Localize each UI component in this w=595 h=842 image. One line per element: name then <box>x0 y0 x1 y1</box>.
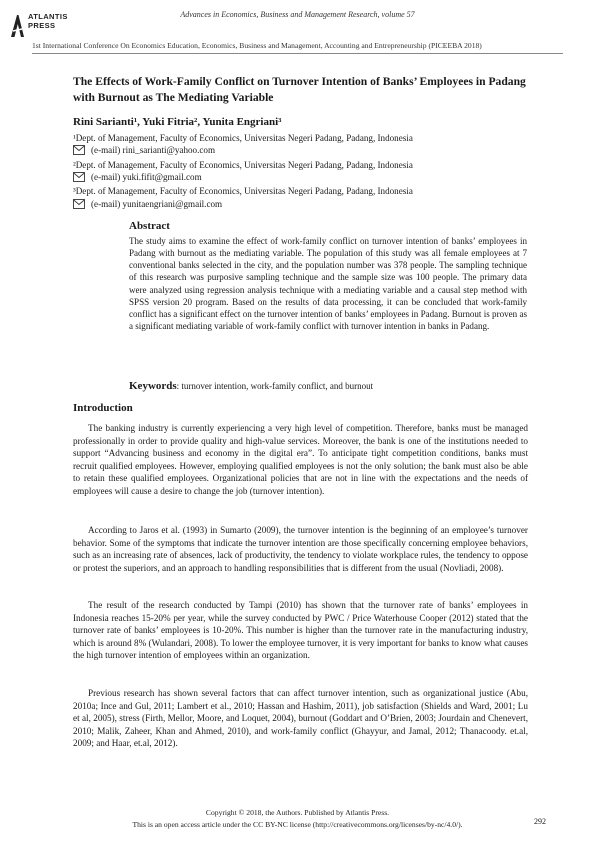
email-text: (e-mail) yunitaengriani@gmail.com <box>91 199 223 209</box>
envelope-icon <box>73 172 85 182</box>
page-number: 292 <box>534 817 546 826</box>
email-text: (e-mail) rini_sarianti@yahoo.com <box>91 145 216 155</box>
envelope-icon <box>73 199 85 209</box>
logo-line-1: ATLANTIS <box>28 12 68 21</box>
abstract-body: The study aims to examine the effect of work-family conflict on turnover intention of banks’ employees in Padang with burnout as the mediating variable. The population of this study was all female employees at 7 conventional banks selected in the city, and the population number was 378 people. The sampling technique of this research was purposive sampling technique and the sample size was 100 people. The primary data were analyzed using regression analysis technique with a mediating variable and a causal step method with SPSS version 20 program. Based on the results of data processing, it can be concluded that work-family conflict has a significant effect on the turnover intention of banks’ employees in Padang. Burnout is proven as a significant mediating variable of work-family conflict with turnover intention in banks in Padang. <box>129 236 527 332</box>
logo-line-2: PRESS <box>28 21 56 30</box>
header-divider <box>32 53 563 54</box>
email-line-3 <box>73 198 222 210</box>
footer-license: This is an open access article under the CC BY-NC license (http://creativecommons.org/licenses/by-nc/4.0/). <box>132 820 463 829</box>
paragraph-1: The banking industry is currently experiencing a very high level of competition. Therefore, banks must be managed professionally in order to provide quality and high-value services. Moreover, the bank is one of the institutions needed to support “Advancing business and economy in the digital era”. To anticipate tight competition conditions, banks must recruit qualified employees. However, employing qualified employees is not the only solution; the bank must also be able to retain these qualified employees. Organizational policies that are not in line with the expectations and the needs of employees will cause a desire to change the job (turnover intention). <box>73 423 528 496</box>
keywords-label: Keywords <box>129 380 177 392</box>
introduction-heading: Introduction <box>73 402 133 414</box>
paragraph-2: According to Jaros et al. (1993) in Sumarto (2009), the turnover intention is the beginning of an employee’s turnover behavior. Some of the symptoms that indicate the turnover intention are those specifically concerning employee behaviors, such as an increasing rate of absences, lack of productivity, the tendency to violate workplace rules, the tendency to oppose or protest the superiors, and an approach to handling responsibilities that is different from the usual (Novliadi, 2008). <box>73 525 528 573</box>
email-line-1 <box>73 144 215 156</box>
envelope-icon <box>73 145 85 155</box>
paper-title: The Effects of Work-Family Conflict on Turnover Intention of Banks’ Employees in Padang with Burnout as The Mediating Variable <box>73 75 526 104</box>
keywords-line <box>129 380 373 392</box>
affiliation-3: ³Dept. of Management, Faculty of Economics, Universitas Negeri Padang, Padang, Indonesia <box>73 186 413 196</box>
affiliation-1: ¹Dept. of Management, Faculty of Economics, Universitas Negeri Padang, Padang, Indonesia <box>73 133 413 143</box>
keywords-text: : turnover intention, work-family conflict, and burnout <box>176 381 374 391</box>
abstract-heading: Abstract <box>129 220 170 232</box>
journal-header: Advances in Economics, Business and Management Research, volume 57 <box>180 10 415 19</box>
paragraph-3: The result of the research conducted by Tampi (2010) has shown that the turnover rate of banks’ employees in Indonesia reaches 15-20% per year, while the survey conducted by PWC / Price Waterhouse Cooper (2012) stated that the turnover rate of banks’ employees is 10-20%. This number is higher than the turnover rate in the manufacturing industry, which is around 8% (Wulandari, 2008). To lower the employee turnover, it is very important for banks to know what causes the high turnover intention of employees within an organization. <box>73 600 528 660</box>
email-line-2 <box>73 171 202 183</box>
email-text: (e-mail) yuki.fifit@gmail.com <box>91 172 202 182</box>
affiliation-2: ²Dept. of Management, Faculty of Economics, Universitas Negeri Padang, Padang, Indonesia <box>73 160 413 170</box>
footer-copyright: Copyright © 2018, the Authors. Published by Atlantis Press. <box>205 808 390 817</box>
author-list: Rini Sarianti¹, Yuki Fitria², Yunita Engriani³ <box>73 116 282 128</box>
conference-header: 1st International Conference On Economics Education, Economics, Business and Management, Accounting and Entrepreneurship (PICEEBA 2018) <box>32 41 482 50</box>
paragraph-4: Previous research has shown several factors that can affect turnover intention, such as organizational justice (Abu, 2010a; Ince and Gul, 2011; Lambert et al., 2010; Hassan and Hashim, 2011), job satisfaction (Shields and Ward, 2001; Lu et al, 2005), stress (Firth, Mellor, Moore, and Loquet, 2004), burnout (Goddart and O’Brien, 2003; Jourdain and Chenevert, 2010; Malik, Zaheer, Khan and Ahmed, 2010), and work-family conflict (Ghayyur, and Jamal, 2012; Thanacoody. et.al, 2009; and Haar, et.al, 2012). <box>73 688 528 748</box>
